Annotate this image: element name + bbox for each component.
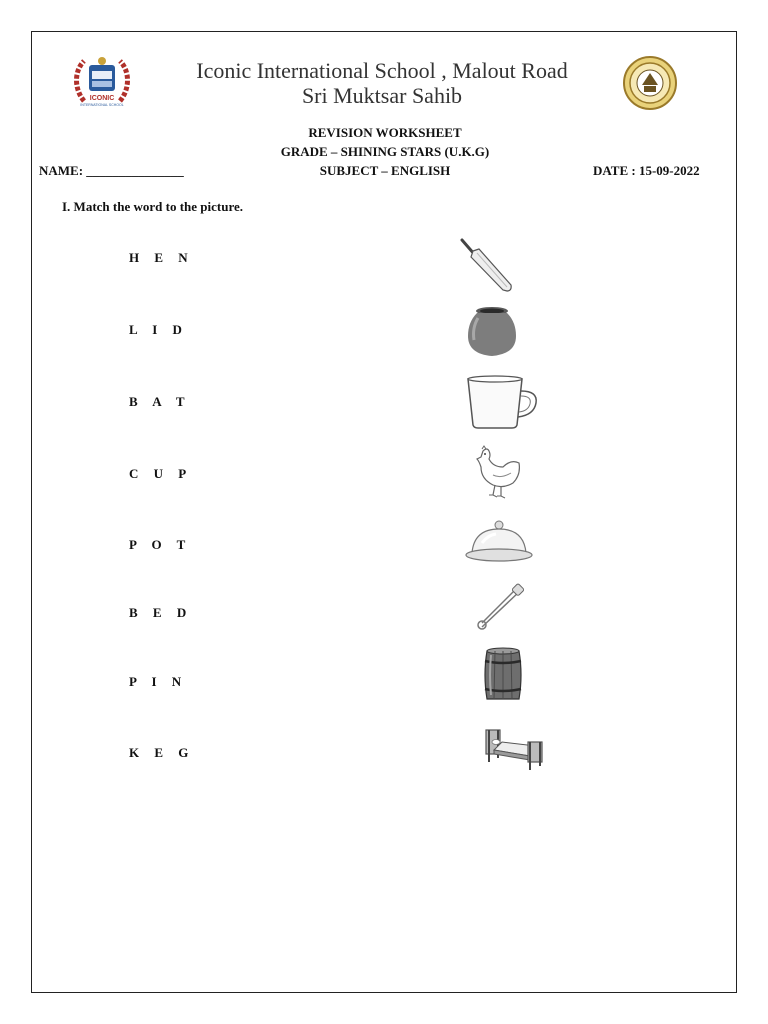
word-item: H E N	[129, 250, 194, 265]
bat-icon	[457, 237, 515, 295]
word-item: P I N	[129, 674, 188, 689]
school-name-line2: Sri Muktsar Sahib	[301, 83, 463, 108]
name-field: NAME: _______________	[39, 163, 184, 178]
date-label: DATE : 15-09-2022	[593, 163, 700, 178]
keg-icon	[481, 647, 525, 703]
word-item: P O T	[129, 537, 192, 552]
pin-icon	[476, 583, 528, 631]
word-item: C U P	[129, 466, 193, 481]
school-seal-icon	[622, 55, 678, 111]
word-item: B E D	[129, 605, 193, 620]
svg-text:INTERNATIONAL SCHOOL: INTERNATIONAL SCHOOL	[80, 103, 124, 107]
subject-label: SUBJECT – ENGLISH	[319, 163, 451, 178]
worksheet-title: REVISION WORKSHEET	[308, 125, 462, 140]
pot-icon	[464, 304, 520, 358]
school-name-line1: Iconic International School , Malout Road	[196, 58, 568, 83]
word-item: K E G	[129, 745, 195, 760]
cup-icon	[464, 373, 540, 431]
svg-text:ICONIC: ICONIC	[89, 95, 115, 102]
school-crest-icon	[72, 53, 132, 111]
lid-icon	[464, 519, 534, 565]
word-item: L I D	[129, 322, 188, 337]
worksheet-page	[31, 31, 737, 993]
instruction: I. Match the word to the picture.	[62, 199, 244, 214]
word-item: B A T	[129, 394, 191, 409]
hen-icon	[473, 445, 523, 500]
grade-label: GRADE – SHINING STARS (U.K.G)	[280, 144, 490, 159]
bed-icon	[484, 724, 544, 772]
